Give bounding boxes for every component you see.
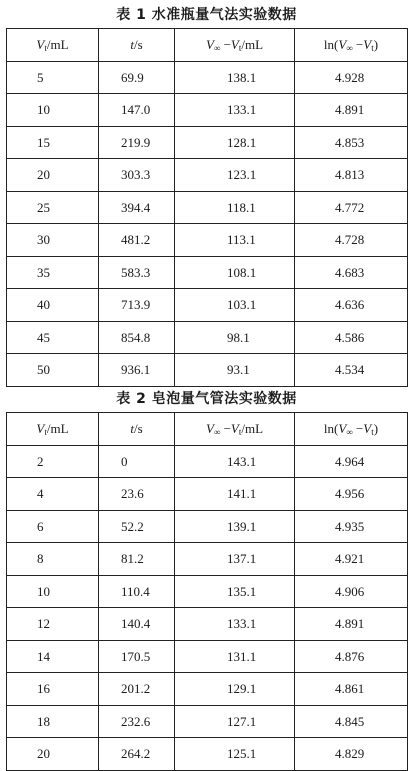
- cell-ln: 4.964: [295, 445, 408, 478]
- table-row: [7, 738, 408, 771]
- table2-header-time: t/s: [99, 413, 175, 446]
- cell-time: 219.9: [99, 126, 175, 159]
- cell-volume: 30: [7, 224, 99, 257]
- cell-volume-difference: 139.1: [175, 510, 295, 543]
- cell-ln: 4.853: [295, 126, 408, 159]
- cell-volume: 14: [7, 640, 99, 673]
- table-row: [7, 94, 408, 127]
- cell-time: 52.2: [99, 510, 175, 543]
- cell-volume-difference: 131.1: [175, 640, 295, 673]
- table-row: [7, 510, 408, 543]
- table-row: [7, 478, 408, 511]
- cell-time: 201.2: [99, 673, 175, 706]
- cell-time: 147.0: [99, 94, 175, 127]
- cell-volume-difference: 108.1: [175, 256, 295, 289]
- table2-body: [7, 445, 408, 770]
- table2-header-volume-difference: $V_\infty -V_t/mL$: [175, 413, 295, 446]
- cell-volume: 40: [7, 289, 99, 322]
- cell-volume-difference: 133.1: [175, 94, 295, 127]
- cell-ln: 4.935: [295, 510, 408, 543]
- cell-volume-difference: 103.1: [175, 289, 295, 322]
- cell-time: 69.9: [99, 61, 175, 94]
- cell-time: 264.2: [99, 738, 175, 771]
- table-row: [7, 159, 408, 192]
- cell-time: 936.1: [99, 354, 175, 387]
- cell-volume: 4: [7, 478, 99, 511]
- table1-header-volume-difference: $V_\infty -V_t/mL$: [175, 29, 295, 62]
- cell-volume-difference: 138.1: [175, 61, 295, 94]
- cell-volume: 15: [7, 126, 99, 159]
- cell-volume: 12: [7, 608, 99, 641]
- cell-ln: 4.829: [295, 738, 408, 771]
- cell-time: 232.6: [99, 705, 175, 738]
- cell-volume: 5: [7, 61, 99, 94]
- cell-volume: 50: [7, 354, 99, 387]
- cell-time: 713.9: [99, 289, 175, 322]
- cell-ln: 4.956: [295, 478, 408, 511]
- cell-time: 303.3: [99, 159, 175, 192]
- cell-volume-difference: 133.1: [175, 608, 295, 641]
- table2-header-row: [7, 413, 408, 446]
- cell-volume-difference: 113.1: [175, 224, 295, 257]
- cell-volume-difference: 135.1: [175, 575, 295, 608]
- table2: [6, 412, 408, 771]
- cell-ln: 4.891: [295, 608, 408, 641]
- table-row: [7, 608, 408, 641]
- table-row: [7, 126, 408, 159]
- cell-ln: 4.876: [295, 640, 408, 673]
- cell-time: 110.4: [99, 575, 175, 608]
- table-row: [7, 575, 408, 608]
- table2-caption: 表 2 皂泡量气管法实验数据: [116, 391, 297, 407]
- table1-caption: 表 1 水准瓶量气法实验数据: [116, 7, 297, 23]
- cell-volume: 16: [7, 673, 99, 706]
- cell-volume-difference: 93.1: [175, 354, 295, 387]
- table1-header-ln: $\ln(V_\infty -V_t)$: [295, 29, 408, 62]
- cell-time: 81.2: [99, 543, 175, 576]
- cell-time: 140.4: [99, 608, 175, 641]
- table-row: [7, 289, 408, 322]
- cell-ln: 4.586: [295, 321, 408, 354]
- table-row: [7, 256, 408, 289]
- cell-volume: 6: [7, 510, 99, 543]
- cell-time: 0: [99, 445, 175, 478]
- cell-time: 583.3: [99, 256, 175, 289]
- cell-time: 170.5: [99, 640, 175, 673]
- table-row: [7, 321, 408, 354]
- table-row: [7, 224, 408, 257]
- cell-volume-difference: 125.1: [175, 738, 295, 771]
- table-row: [7, 191, 408, 224]
- cell-time: 481.2: [99, 224, 175, 257]
- table-row: [7, 445, 408, 478]
- cell-volume: 10: [7, 94, 99, 127]
- cell-time: 23.6: [99, 478, 175, 511]
- cell-ln: 4.813: [295, 159, 408, 192]
- cell-ln: 4.772: [295, 191, 408, 224]
- cell-volume-difference: 137.1: [175, 543, 295, 576]
- cell-volume-difference: 129.1: [175, 673, 295, 706]
- table-row: [7, 543, 408, 576]
- cell-time: 394.4: [99, 191, 175, 224]
- table1: [6, 28, 408, 387]
- cell-volume: 8: [7, 543, 99, 576]
- cell-time: 854.8: [99, 321, 175, 354]
- cell-volume: 45: [7, 321, 99, 354]
- table1-header-volume: $V_t/mL$: [7, 29, 99, 62]
- cell-ln: 4.928: [295, 61, 408, 94]
- cell-ln: 4.921: [295, 543, 408, 576]
- cell-ln: 4.683: [295, 256, 408, 289]
- table-row: [7, 640, 408, 673]
- cell-volume-difference: 128.1: [175, 126, 295, 159]
- table-row: [7, 354, 408, 387]
- cell-volume: 20: [7, 738, 99, 771]
- table-row: [7, 61, 408, 94]
- cell-volume: 25: [7, 191, 99, 224]
- table1-header-row: [7, 29, 408, 62]
- cell-volume-difference: 98.1: [175, 321, 295, 354]
- cell-ln: 4.728: [295, 224, 408, 257]
- cell-volume-difference: 141.1: [175, 478, 295, 511]
- table2-header-volume: $V_t/mL$: [7, 413, 99, 446]
- cell-volume-difference: 118.1: [175, 191, 295, 224]
- cell-volume-difference: 127.1: [175, 705, 295, 738]
- cell-ln: 4.845: [295, 705, 408, 738]
- cell-ln: 4.891: [295, 94, 408, 127]
- cell-ln: 4.534: [295, 354, 408, 387]
- table1-header-time: t/s: [99, 29, 175, 62]
- cell-volume: 20: [7, 159, 99, 192]
- cell-ln: 4.906: [295, 575, 408, 608]
- cell-ln: 4.636: [295, 289, 408, 322]
- cell-volume-difference: 143.1: [175, 445, 295, 478]
- cell-volume: 18: [7, 705, 99, 738]
- cell-volume: 35: [7, 256, 99, 289]
- cell-volume: 2: [7, 445, 99, 478]
- cell-volume-difference: 123.1: [175, 159, 295, 192]
- cell-ln: 4.861: [295, 673, 408, 706]
- table-row: [7, 705, 408, 738]
- cell-volume: 10: [7, 575, 99, 608]
- table2-header-ln: $\ln(V_\infty -V_t)$: [295, 413, 408, 446]
- table-row: [7, 673, 408, 706]
- table1-body: [7, 61, 408, 386]
